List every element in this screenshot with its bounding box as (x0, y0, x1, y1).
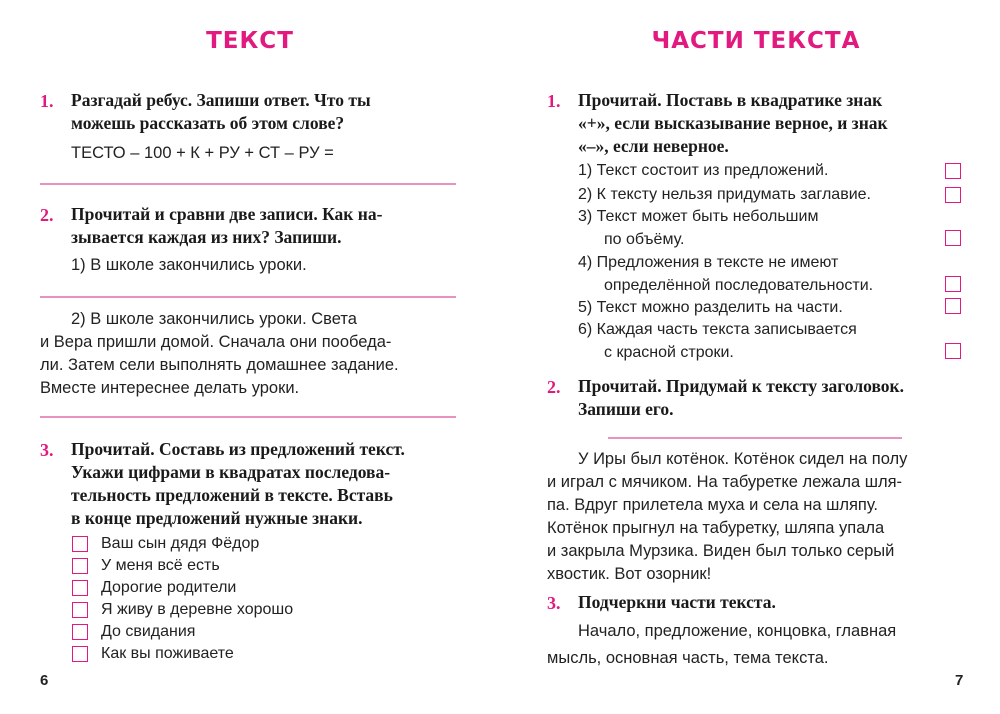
statement-item: 3) Текст может быть небольшим (578, 208, 819, 225)
statement-item-continuation: с красной строки. (604, 344, 734, 361)
text-line: и играл с мячиком. На табуретке лежала шля- (547, 473, 903, 491)
text-line: 2) В школе закончились уроки. Света (71, 310, 357, 328)
answer-checkbox[interactable] (945, 187, 961, 203)
statement-item: 6) Каждая часть текста записывается (578, 321, 857, 338)
instruction-line: Прочитай и сравни две записи. Как на- (71, 204, 383, 224)
instruction-line: в конце предложений нужные знаки. (71, 508, 363, 528)
task-instruction (71, 89, 456, 135)
task-number: 1. (547, 91, 561, 111)
text-line: хвостик. Вот озорник! (547, 565, 712, 583)
task-number: 3. (547, 593, 561, 613)
task-number: 3. (40, 440, 54, 460)
statement-item-continuation: по объёму. (604, 231, 685, 248)
title-answer-line (608, 437, 902, 439)
sentence-item: Ваш сын дядя Фёдор (101, 535, 260, 552)
text-line: мысль, основная часть, тема текста. (547, 649, 829, 667)
answer-checkbox[interactable] (945, 163, 961, 179)
text-parts-list (547, 618, 964, 672)
sentence-item: Дорогие родители (101, 579, 237, 596)
answer-checkbox[interactable] (945, 230, 961, 246)
task-number: 2. (547, 377, 561, 397)
answer-checkbox[interactable] (945, 298, 961, 314)
page-title: ЧАСТИ ТЕКСТА (651, 28, 861, 54)
number-checkbox[interactable] (72, 624, 88, 640)
sentence-item: Я живу в деревне хорошо (101, 601, 294, 618)
instruction-line: «–», если неверное. (578, 136, 729, 156)
instruction-line: Запиши его. (578, 399, 674, 419)
text-line: и закрыла Мурзика. Виден был только серый (547, 542, 895, 560)
number-checkbox[interactable] (72, 558, 88, 574)
record-one: 1) В школе закончились уроки. (71, 256, 307, 274)
instruction-line: Прочитай. Придумай к тексту заголовок. (578, 376, 905, 396)
statement-item-continuation: определённой последовательности. (604, 277, 874, 294)
instruction-line: Прочитай. Составь из предложений текст. (71, 439, 405, 459)
task-number: 1. (40, 91, 54, 111)
text-line: Вместе интереснее делать уроки. (40, 379, 300, 397)
sentence-item: У меня всё есть (101, 557, 220, 574)
task-instruction (578, 89, 964, 158)
task-instruction (71, 438, 456, 530)
task-instruction: Подчеркни части текста. (578, 592, 776, 612)
page-title: ТЕКСТ (206, 28, 294, 54)
number-checkbox[interactable] (72, 602, 88, 618)
number-checkbox[interactable] (72, 646, 88, 662)
instruction-line: тельность предложений в тексте. Вставь (71, 485, 393, 505)
text-line: Начало, предложение, концовка, главная (578, 622, 897, 640)
answer-line (40, 296, 456, 298)
instruction-line: можешь рассказать об этом слове? (71, 113, 345, 133)
instruction-line: Разгадай ребус. Запиши ответ. Что ты (71, 90, 371, 110)
number-checkbox[interactable] (72, 536, 88, 552)
number-checkbox[interactable] (72, 580, 88, 596)
sentence-item: До свидания (101, 623, 196, 640)
answer-line (40, 183, 456, 185)
statement-item: 1) Текст состоит из предложений. (578, 162, 829, 179)
answer-line (40, 416, 456, 418)
instruction-line: зывается каждая из них? Запиши. (71, 227, 342, 247)
task-number: 2. (40, 205, 54, 225)
statement-item: 4) Предложения в тексте не имеют (578, 254, 839, 271)
text-line: Котёнок прыгнул на табуретку, шляпа упала (547, 519, 885, 537)
text-line: па. Вдруг прилетела муха и села на шляпу. (547, 496, 879, 514)
page-number: 7 (955, 672, 964, 689)
task-instruction (71, 203, 456, 249)
story-text (547, 448, 964, 586)
statement-item: 5) Текст можно разделить на части. (578, 299, 843, 316)
sentence-item: Как вы поживаете (101, 645, 234, 662)
answer-checkbox[interactable] (945, 276, 961, 292)
instruction-line: Укажи цифрами в квадратах последова- (71, 462, 391, 482)
text-line: У Иры был котёнок. Котёнок сидел на полу (578, 450, 908, 468)
statement-item: 2) К тексту нельзя придумать заглавие. (578, 186, 871, 203)
page-number: 6 (40, 672, 49, 689)
text-line: и Вера пришли домой. Сначала они пообеда- (40, 333, 392, 351)
right-page (500, 0, 1000, 714)
rebus-formula: ТЕСТО – 100 + К + РУ + СТ – РУ = (71, 144, 334, 162)
record-two (40, 308, 456, 400)
instruction-line: Прочитай. Поставь в квадратике знак (578, 90, 883, 110)
instruction-line: «+», если высказывание верное, и знак (578, 113, 888, 133)
task-instruction (578, 375, 964, 421)
answer-checkbox[interactable] (945, 343, 961, 359)
text-line: ли. Затем сели выполнять домашнее задание. (40, 356, 399, 374)
